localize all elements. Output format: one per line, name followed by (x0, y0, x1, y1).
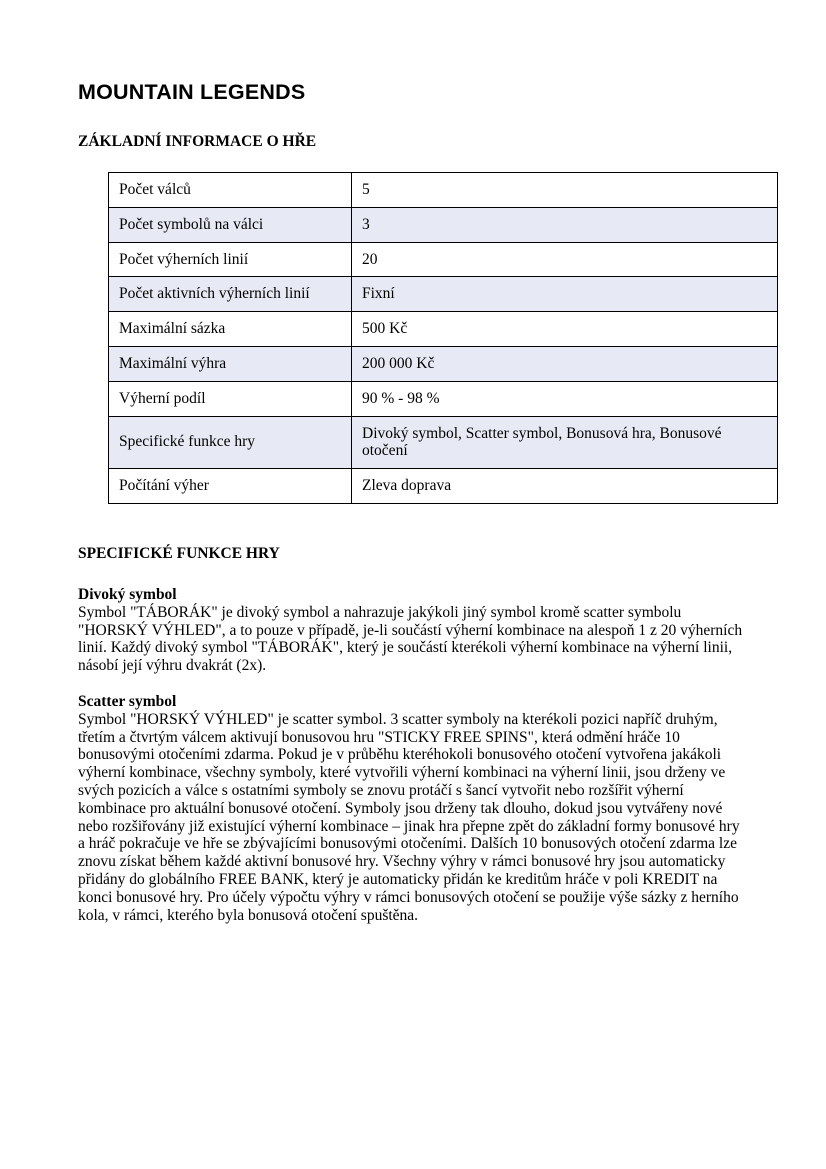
row-value-cell: 200 000 Kč (352, 346, 778, 381)
row-label-cell: Počítání výher (109, 469, 352, 504)
game-info-table (108, 172, 778, 504)
row-value-cell: 20 (352, 242, 778, 277)
row-value-cell: 5 (352, 173, 778, 208)
table-row (109, 173, 778, 208)
wild-symbol-block (78, 586, 748, 675)
table-row (109, 416, 778, 469)
table-row (109, 277, 778, 312)
row-value-cell: 500 Kč (352, 312, 778, 347)
row-value-cell: 90 % - 98 % (352, 381, 778, 416)
row-label-cell: Počet výherních linií (109, 242, 352, 277)
table-row (109, 242, 778, 277)
row-label-cell: Výherní podíl (109, 381, 352, 416)
table-row (109, 312, 778, 347)
row-label-cell: Počet aktivních výherních linií (109, 277, 352, 312)
document-title: MOUNTAIN LEGENDS (78, 80, 306, 104)
row-value-cell: Zleva doprava (352, 469, 778, 504)
section-heading-specific-functions: SPECIFICKÉ FUNKCE HRY (78, 544, 280, 562)
table-row (109, 207, 778, 242)
row-value-cell: 3 (352, 207, 778, 242)
row-label-cell: Specifické funkce hry (109, 416, 352, 469)
table-row (109, 346, 778, 381)
section-heading-basic-info: ZÁKLADNÍ INFORMACE O HŘE (78, 133, 317, 150)
row-value-cell: Fixní (352, 277, 778, 312)
scatter-symbol-paragraph: Symbol "HORSKÝ VÝHLED" je scatter symbol. 3 scatter symboly na kterékoli pozici napříč druhým, třetím a čtvrtým válcem aktivují bonusovou hru "STICKY FREE SPINS", která odmění hráče 10 bonusovými otočeními zdarma. Pokud je v průběhu kteréhokoli bonusového otočení vytvořena jakákoli výherní kombinace, všechny symboly, které vytvořili výherní kombinaci na výherní linii, jsou drženy ve svých pozicích a válce s ostatními symboly se znovu protáčí s šancí vytvořit nebo rozšířit výherní kombinace pro aktuální bonusové otočení. Symboly jsou drženy tak dlouho, dokud jsou vytvářeny nové nebo rozšiřovány již existující výherní kombinace – jinak hra přepne zpět do základní formy bonusové hry a hráč pokračuje ve hře se zbývajícími bonusovými otočeními. Dalších 10 bonusových otočení zdarma lze znovu získat během každé aktivní bonusové hry. Všechny výhry v rámci bonusové hry jsou automaticky přidány do globálního FREE BANK, který je automaticky přidán ke kreditům hráče v poli KREDIT na konci bonusové hry. Pro účely výpočtu výhry v rámci bonusových otočení se použije výše sázky z herního kola, v rámci, kterého byla bonusová otočení spuštěna. (78, 710, 740, 924)
wild-symbol-paragraph: Symbol "TÁBORÁK" je divoký symbol a nahrazuje jakýkoli jiný symbol kromě scatter symbolu "HORSKÝ VÝHLED", a to pouze v případě, je-li součástí výherní kombinace na alespoň 1 z 20 výherních linií. Každý divoký symbol "TÁBORÁK", který je součástí kterékoli výherní kombinace na výherní linii, násobí její výhru dvakrát (2x). (78, 603, 743, 675)
row-label-cell: Počet válců (109, 173, 352, 208)
row-label-cell: Maximální sázka (109, 312, 352, 347)
table-row (109, 469, 778, 504)
section-specific-functions (78, 545, 748, 924)
table-row (109, 381, 778, 416)
row-value-cell: Divoký symbol, Scatter symbol, Bonusová hra, Bonusové otočení (352, 416, 778, 469)
scatter-symbol-heading: Scatter symbol (78, 692, 177, 710)
wild-symbol-heading: Divoký symbol (78, 585, 177, 603)
row-label-cell: Počet symbolů na válci (109, 207, 352, 242)
scatter-symbol-block (78, 693, 748, 924)
row-label-cell: Maximální výhra (109, 346, 352, 381)
